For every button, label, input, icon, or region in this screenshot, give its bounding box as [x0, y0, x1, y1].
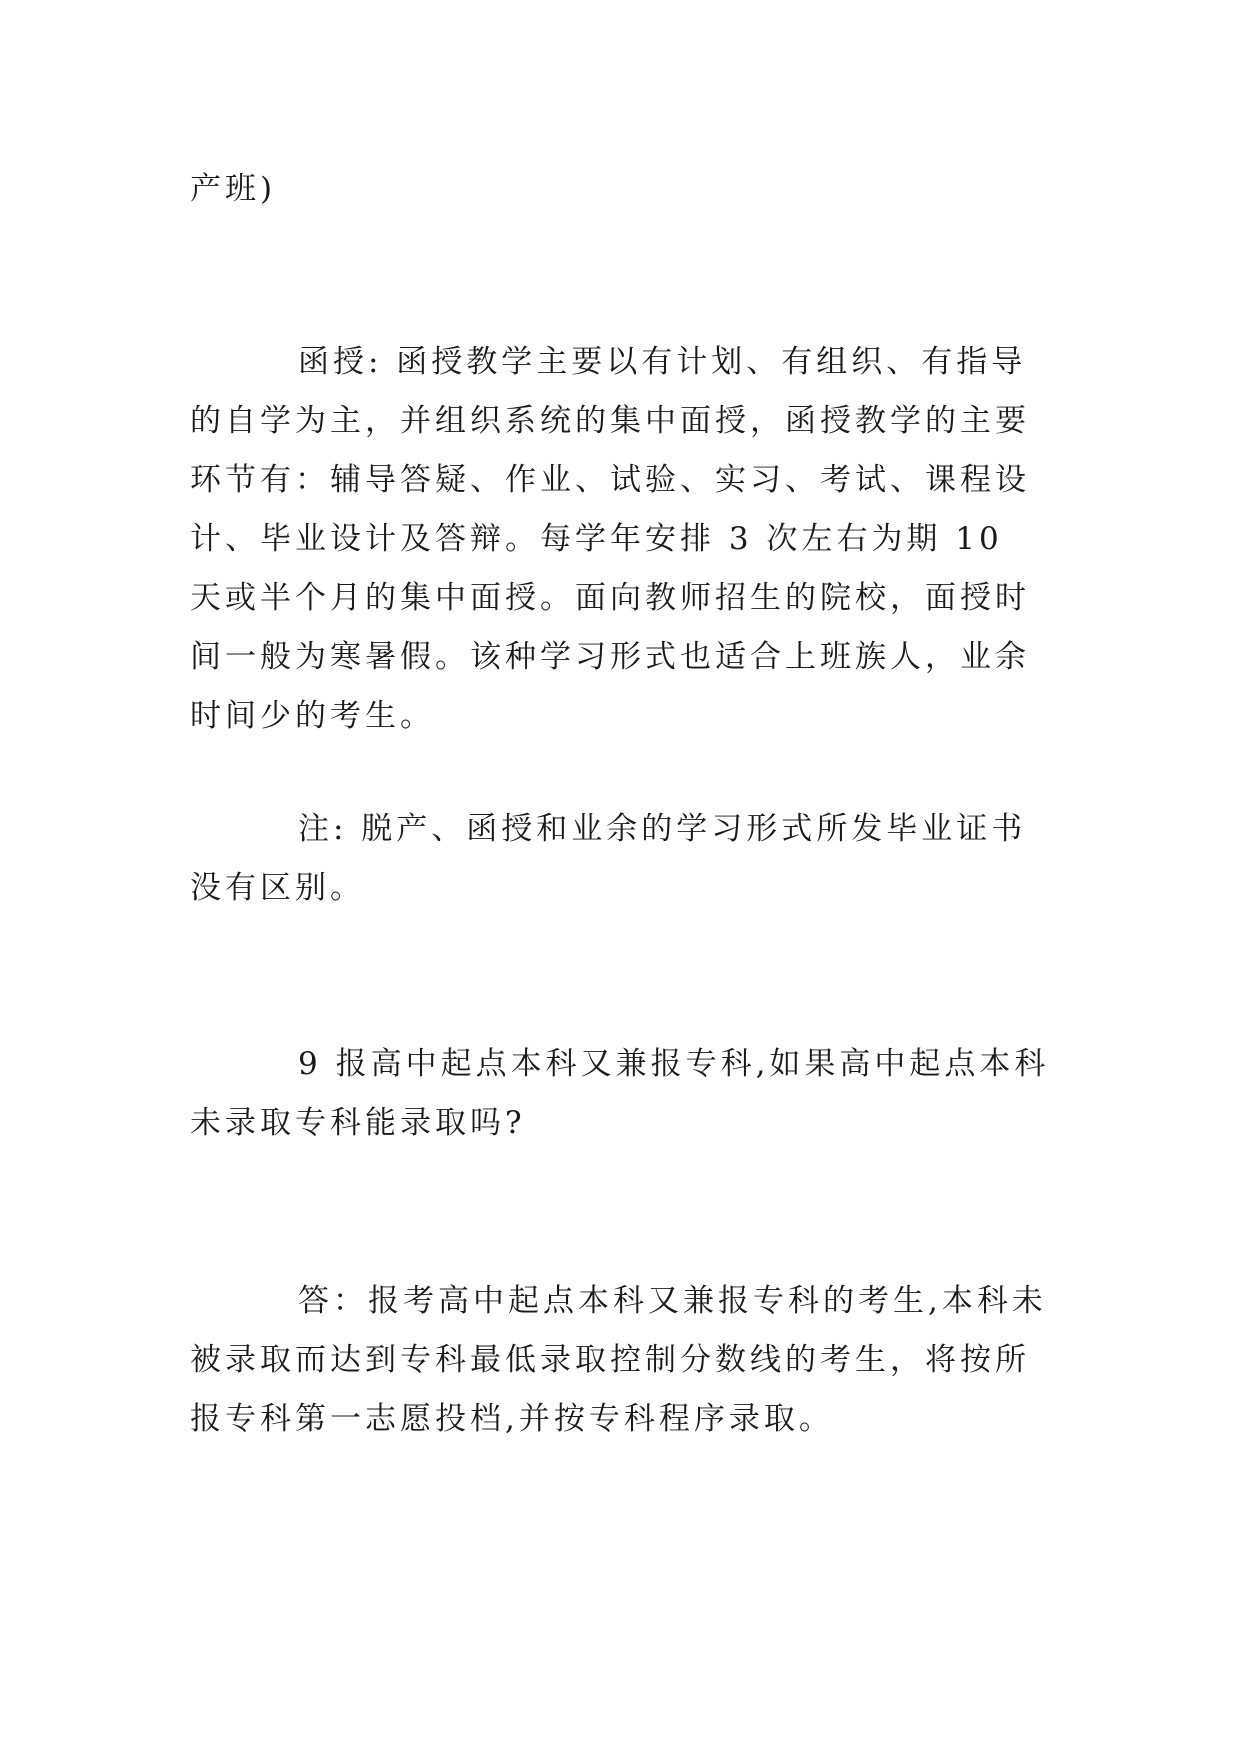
paragraph-continuation: 产班)	[190, 171, 277, 207]
paragraph-note: 注: 脱产、函授和业余的学习形式所发毕业证书没有区别。	[190, 811, 1027, 906]
paragraph-question-9: 9 报高中起点本科又兼报专科,如果高中起点本科未录取专科能录取吗?	[190, 1046, 1050, 1141]
paragraph-answer-9: 答：报考高中起点本科又兼报专科的考生,本科未被录取而达到专科最低录取控制分数线的考生，将按所报专科第一志愿投档,并按专科程序录取。	[190, 1283, 1047, 1437]
paragraph-correspondence-study: 函授: 函授教学主要以有计划、有组织、有指导的自学为主，并组织系统的集中面授，函授教学的主要环节有：辅导答疑、作业、试验、实习、考试、课程设计、毕业设计及答辩。每学年安排 3 次左右为期 10 天或半个月的集中面授。面向教师招生的院校，面授时间一般为寒暑假。该种学习形式也适合上班族人，业余时间少的考生。	[190, 344, 1030, 734]
